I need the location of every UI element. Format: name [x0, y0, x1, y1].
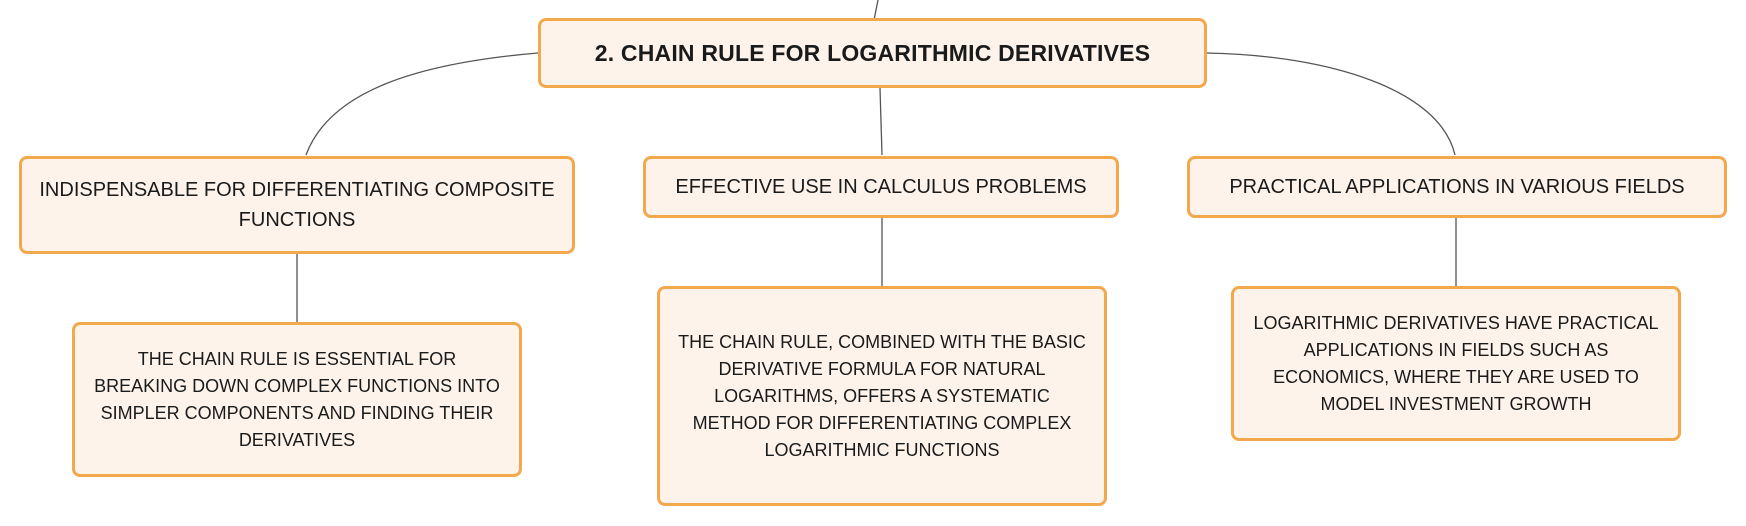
detail-text: THE CHAIN RULE IS ESSENTIAL FOR BREAKING DOWN COMPLEX FUNCTIONS INTO SIMPLER COMPONENTS AND FINDING THEIR DERIVATIVES	[94, 348, 500, 450]
branch-label: EFFECTIVE USE IN CALCULUS PROBLEMS	[675, 176, 1087, 198]
detail-node-practical-applications[interactable]	[1231, 286, 1681, 441]
connector-root-to-branch-1	[306, 53, 538, 155]
root-topic-label: 2. CHAIN RULE FOR LOGARITHMIC DERIVATIVES	[594, 39, 1151, 66]
connector-root-to-branch-2	[880, 88, 882, 155]
detail-node-calculus-problems[interactable]	[657, 286, 1107, 506]
detail-text: LOGARITHMIC DERIVATIVES HAVE PRACTICAL APPLICATIONS IN FIELDS SUCH AS ECONOMICS, WHERE THEY ARE USED TO MODEL INVESTMENT GROWTH	[1253, 312, 1659, 414]
connector-parent-to-root	[874, 0, 878, 20]
detail-text: THE CHAIN RULE, COMBINED WITH THE BASIC DERIVATIVE FORMULA FOR NATURAL LOGARITHMS, OFFERS A SYSTEMATIC METHOD FOR DIFFERENTIATING COMPLEX LOGARITHMIC FUNCTIONS	[678, 331, 1086, 460]
branch-node-practical-applications[interactable]	[1187, 156, 1727, 218]
branch-node-calculus-problems[interactable]	[643, 156, 1119, 218]
detail-node-composite-functions[interactable]	[72, 322, 522, 477]
root-topic-node[interactable]	[538, 18, 1207, 88]
connector-root-to-branch-3	[1206, 53, 1455, 155]
branch-label: PRACTICAL APPLICATIONS IN VARIOUS FIELDS	[1229, 176, 1685, 198]
branch-node-composite-functions[interactable]	[19, 156, 575, 254]
branch-label: INDISPENSABLE FOR DIFFERENTIATING COMPOSITE FUNCTIONS	[39, 179, 555, 231]
